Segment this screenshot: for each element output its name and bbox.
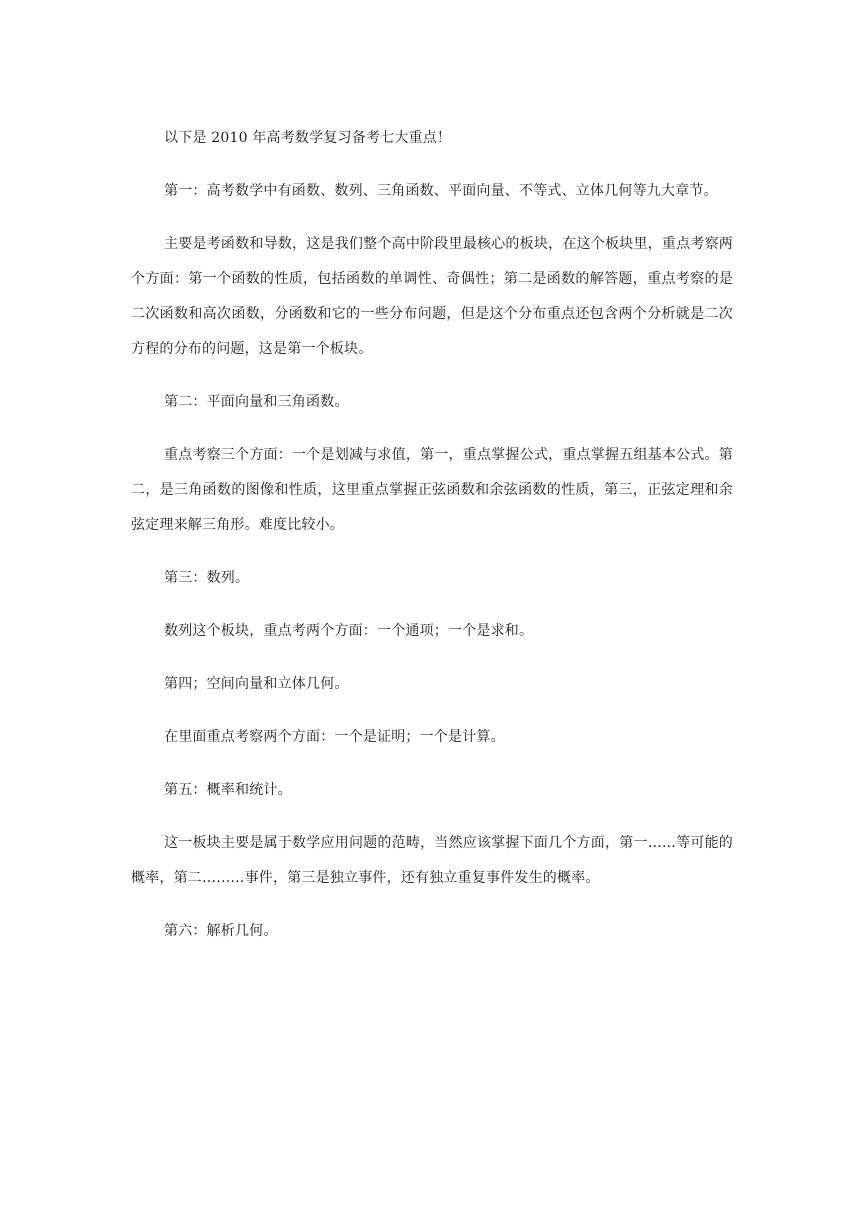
section-six-heading: 第六：解析几何。 — [164, 923, 278, 939]
section-two-body: 重点考察三个方面：一个是划减与求值，第一，重点掌握公式，重点掌握五组基本公式。第二，是三角函数的图像和性质，这里重点掌握正弦函数和余弦函数的性质，第三，正弦定理和余弦定理来解三角形。难度比较小。 — [131, 447, 733, 533]
section-one-body: 主要是考函数和导数，这是我们整个高中阶段里最核心的板块，在这个板块里，重点考察两个方面：第一个函数的性质，包括函数的单调性、奇偶性；第二是函数的解答题，重点考察的是二次函数和高次函数，分函数和它的一些分布问题，但是这个分布重点还包含两个分析就是二次方程的分布的问题，这是第一个板块。 — [131, 236, 733, 357]
section-one-heading: 第一：高考数学中有函数、数列、三角函数、平面向量、不等式、立体几何等九大章节。 — [164, 183, 718, 199]
section-four-heading: 第四；空间向量和立体几何。 — [164, 676, 349, 692]
section-three-heading: 第三：数列。 — [164, 570, 250, 586]
section-three-body: 数列这个板块，重点考两个方面：一个通项；一个是求和。 — [164, 623, 534, 639]
section-four-body: 在里面重点考察两个方面：一个是证明；一个是计算。 — [164, 729, 505, 745]
section-five-body: 这一板块主要是属于数学应用问题的范畴，当然应该掌握下面几个方面，第一……等可能的概率，第二………事件，第三是独立事件，还有独立重复事件发生的概率。 — [131, 835, 733, 886]
intro-paragraph: 以下是 2010 年高考数学复习备考七大重点！ — [164, 130, 452, 146]
section-two-heading: 第二：平面向量和三角函数。 — [164, 394, 349, 410]
section-five-heading: 第五：概率和统计。 — [164, 782, 292, 798]
document-body — [131, 121, 733, 967]
